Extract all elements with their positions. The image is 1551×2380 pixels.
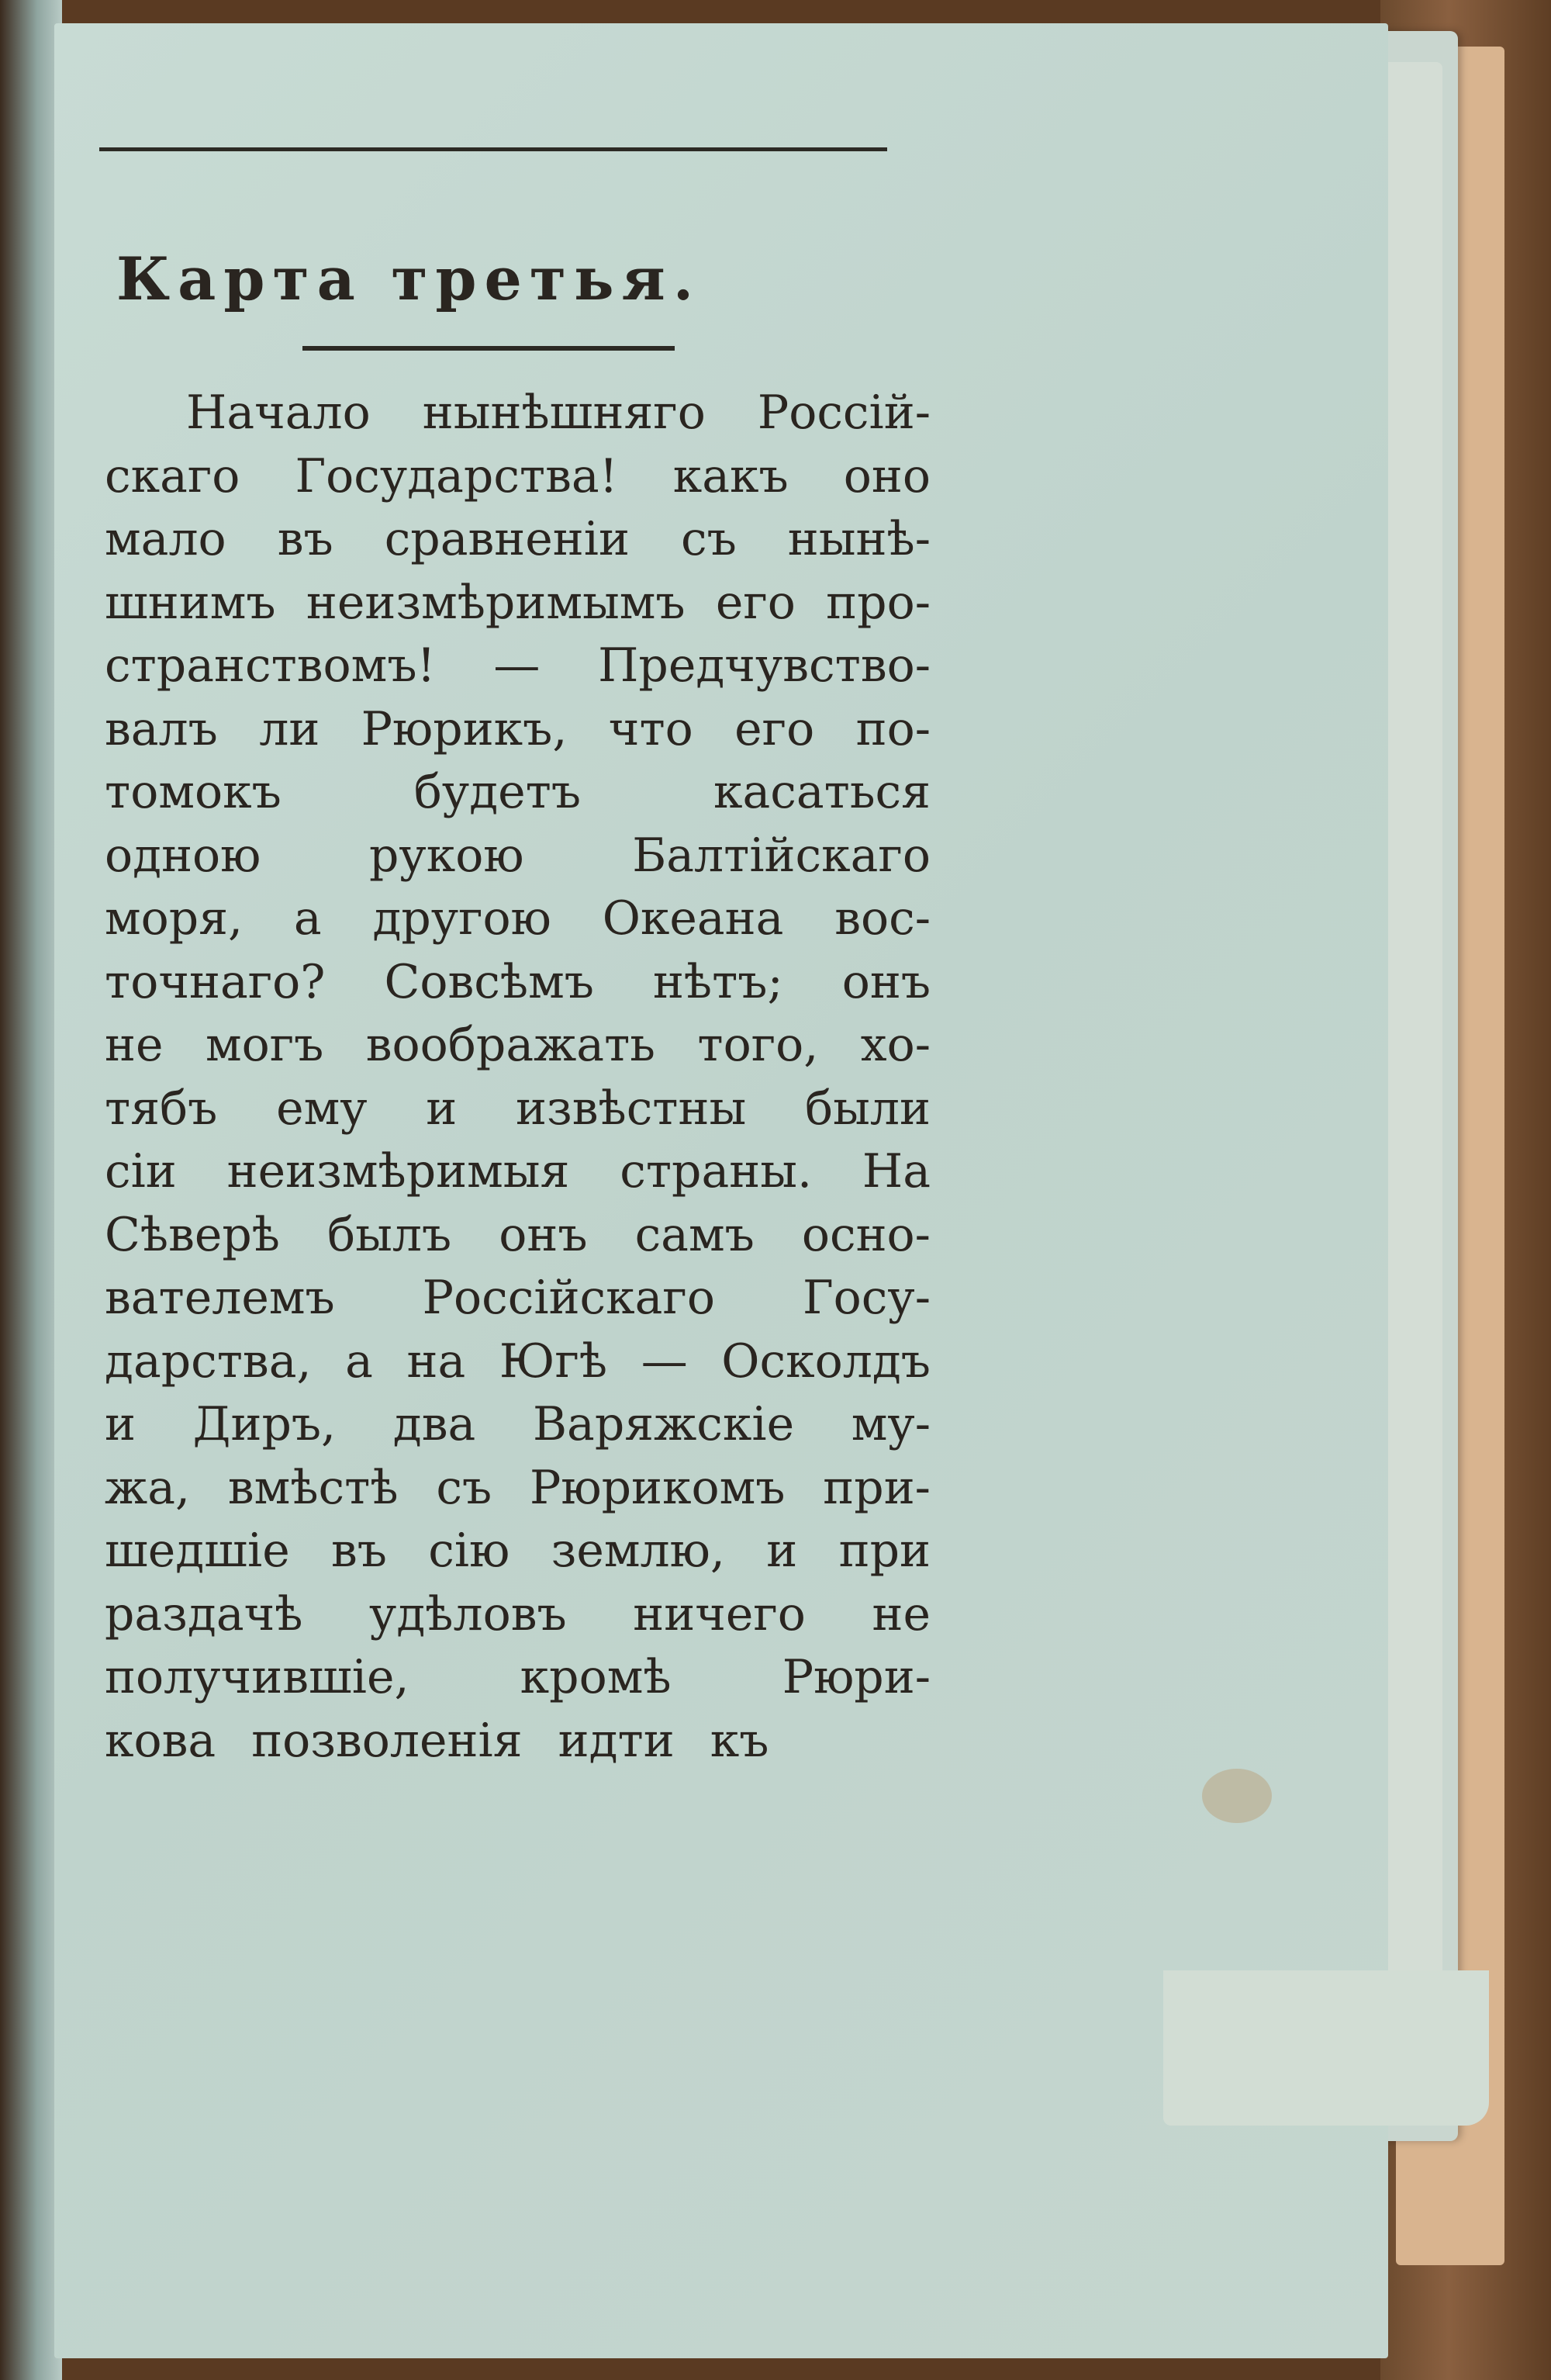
word: былъ [327, 1207, 452, 1262]
word: тябъ [105, 1081, 218, 1136]
text-line [105, 1393, 931, 1457]
word: на [406, 1334, 466, 1389]
word: кова [105, 1713, 216, 1768]
word: ли [259, 701, 320, 756]
word: и [426, 1081, 458, 1136]
word: валъ [105, 701, 218, 756]
word: самъ [634, 1207, 755, 1262]
word: онъ [841, 954, 931, 1009]
text-line [105, 445, 931, 509]
word: моря, [105, 891, 244, 946]
text-line [105, 1646, 931, 1710]
word: и [766, 1524, 798, 1578]
word: два [392, 1397, 476, 1451]
word: будетъ [413, 765, 582, 819]
word: Рюри- [782, 1650, 931, 1704]
word: хо- [860, 1018, 931, 1072]
word: Югѣ [499, 1334, 608, 1389]
word: неизмѣримымъ [306, 575, 686, 630]
paper-stain [1202, 1769, 1272, 1823]
text-line [105, 887, 931, 951]
word: Государства! [295, 448, 618, 503]
word: томокъ [105, 765, 282, 819]
word: воображать [365, 1018, 655, 1072]
word: раздачѣ [105, 1586, 303, 1641]
text-line [105, 1330, 931, 1394]
word: Госу- [802, 1271, 931, 1325]
word: Осколдъ [721, 1334, 931, 1389]
word: не [105, 1018, 164, 1072]
word: рукою [369, 828, 524, 883]
word: жа, [105, 1460, 191, 1515]
word: и [105, 1397, 136, 1451]
word: сіи [105, 1144, 177, 1199]
word: а [345, 1334, 373, 1389]
word: дарства, [105, 1334, 312, 1389]
word: Балтійскаго [632, 828, 931, 883]
word: му- [851, 1397, 931, 1451]
word: при- [823, 1460, 931, 1515]
word: одною [105, 828, 261, 883]
chapter-heading: Карта третья. [116, 244, 702, 313]
word: касаться [713, 765, 931, 819]
text-line [105, 1204, 931, 1268]
word: въ [331, 1524, 387, 1578]
word: были [804, 1081, 931, 1136]
text-line [105, 951, 931, 1015]
text-line [105, 508, 931, 572]
word: сравненіи [384, 512, 630, 566]
word: не [872, 1586, 931, 1641]
text-line [105, 698, 931, 762]
word: оно [843, 448, 931, 503]
word: неизмѣримыя [226, 1144, 570, 1199]
word: Варяжскіе [532, 1397, 795, 1451]
torn-page-edge [1163, 1970, 1489, 2126]
word: скаго [105, 448, 240, 503]
word: съ [680, 512, 737, 566]
text-line [105, 382, 931, 445]
word: землю, [551, 1524, 725, 1578]
text-line [105, 1457, 931, 1520]
word: Рюрикомъ [529, 1460, 786, 1515]
word: осно- [801, 1207, 931, 1262]
word: вос- [834, 891, 931, 946]
text-line [105, 1140, 931, 1204]
word: Сѣверѣ [105, 1207, 280, 1262]
word: Диръ, [192, 1397, 337, 1451]
word: а [293, 891, 322, 946]
word: нынѣ- [787, 512, 931, 566]
word: мало [105, 512, 226, 566]
word: Совсѣмъ [384, 954, 594, 1009]
word: Россійскаго [422, 1271, 715, 1325]
word: ничего [633, 1586, 806, 1641]
word: странствомъ! [105, 638, 436, 693]
word: съ [436, 1460, 492, 1515]
text-line [105, 1267, 931, 1330]
text-line [105, 1520, 931, 1583]
word: извѣстны [516, 1081, 747, 1136]
word: На [862, 1144, 931, 1199]
word: могъ [205, 1018, 324, 1072]
word: про- [826, 575, 931, 630]
word: позволенія [251, 1713, 523, 1768]
left-page-edge [0, 0, 62, 2380]
word: Россій- [757, 386, 931, 440]
word: другою [372, 891, 551, 946]
text-line [105, 1078, 931, 1141]
word: Рюрикъ, [361, 701, 568, 756]
word: ему [276, 1081, 368, 1136]
text-line [105, 635, 931, 698]
word: по- [855, 701, 931, 756]
word: страны. [620, 1144, 813, 1199]
word: что [608, 701, 693, 756]
word: его [715, 575, 796, 630]
heading-rule [302, 346, 675, 351]
header-rule [99, 147, 887, 151]
text-line [105, 1710, 931, 1773]
word: къ [710, 1713, 769, 1768]
word: шедшіе [105, 1524, 290, 1578]
word: нѣтъ; [652, 954, 783, 1009]
word: шнимъ [105, 575, 276, 630]
word: его [734, 701, 815, 756]
word: точнаго? [105, 954, 326, 1009]
word: удѣловъ [369, 1586, 567, 1641]
word: вмѣстѣ [227, 1460, 399, 1515]
word: того, [697, 1018, 819, 1072]
text-line [105, 1014, 931, 1078]
text-line [105, 761, 931, 825]
text-line [105, 825, 931, 888]
word: получившіе, [105, 1650, 409, 1704]
word: въ [277, 512, 333, 566]
text-line [105, 572, 931, 635]
word: — [493, 638, 541, 693]
word: Океана [602, 891, 784, 946]
word: сію [428, 1524, 510, 1578]
word: — [641, 1334, 688, 1389]
word: Предчувство- [598, 638, 931, 693]
word: нынѣшняго [422, 386, 706, 440]
word: при [838, 1524, 931, 1578]
word: Начало [186, 386, 371, 440]
word: идти [558, 1713, 675, 1768]
word: онъ [499, 1207, 588, 1262]
word: вателемъ [105, 1271, 335, 1325]
word: какъ [672, 448, 789, 503]
word: кромѣ [520, 1650, 672, 1704]
body-text [105, 382, 931, 1773]
text-line [105, 1583, 931, 1647]
